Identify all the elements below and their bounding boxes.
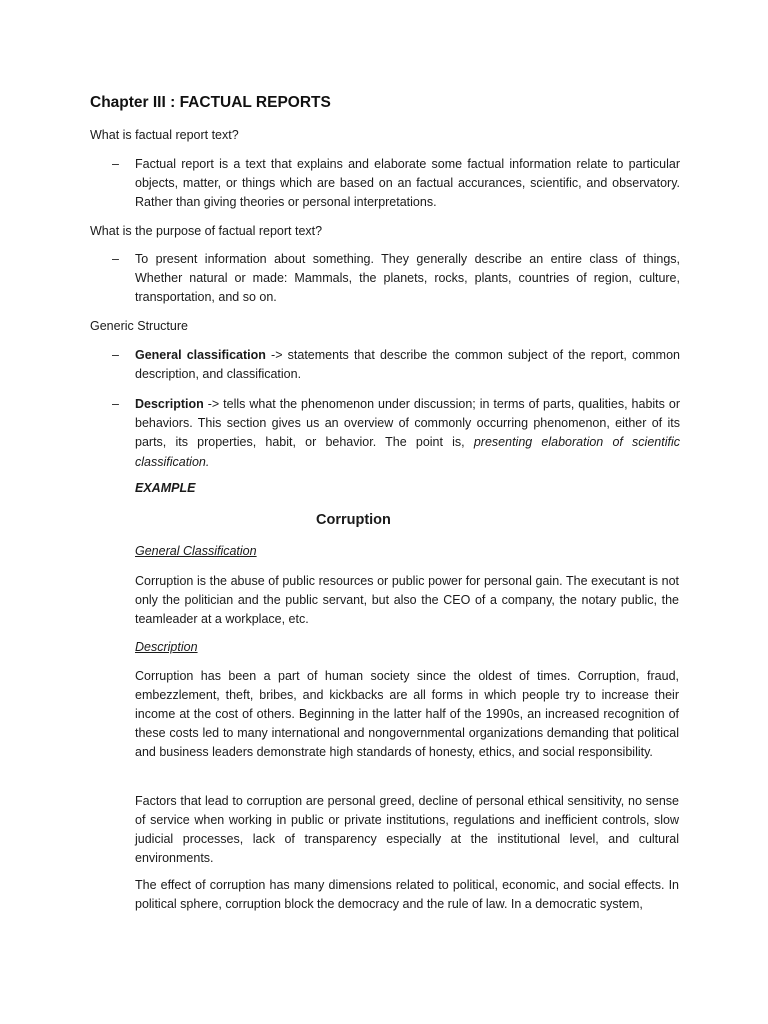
- example-label: EXAMPLE: [135, 481, 196, 495]
- generic-structure-label: Generic Structure: [90, 319, 188, 333]
- term-general-classification: General classification: [135, 348, 266, 362]
- paragraph-text: Corruption is the abuse of public resources or public power for personal gain. The executant is not only the politician and the public servant, but also the CEO of a company, the notary public, the teamleader at a workplace, etc.: [135, 574, 679, 627]
- dash-marker: –: [112, 252, 119, 266]
- bullet-definition-text: Factual report is a text that explains and elaborate some factual information relate to particular objects, matter, or things which are based on an factual accurances, scientific, and observatory. Rather than giving theories or personal interpretations.: [135, 157, 680, 210]
- paragraph-description-3: [135, 876, 679, 914]
- question-purpose: What is the purpose of factual report text?: [90, 224, 323, 238]
- subheading-description: Description: [135, 640, 198, 654]
- description-emphasis: presenting elaboration of scientific classification.: [135, 435, 680, 469]
- general-classification-desc: -> statements that describe the common subject of the report, common description, and classification.: [135, 348, 680, 382]
- question-what-is: What is factual report text?: [90, 128, 239, 142]
- dash-marker: –: [112, 348, 119, 362]
- bullet-description-text: [135, 395, 680, 472]
- paragraph-description-1: [135, 667, 679, 762]
- subheading-general-classification: General Classification: [135, 544, 257, 558]
- chapter-heading: Chapter III : FACTUAL REPORTS: [90, 94, 331, 111]
- bullet-purpose-text: To present information about something. They generally describe an entire class of things, Whether natural or made: Mammals, the planets, rocks, plants, countries of region, culture, transportation, and so on.: [135, 252, 680, 305]
- description-desc: -> tells what the phenomenon under discussion; in terms of parts, qualities, habits or behaviors. This section gives us an overview of commonly occurring phenomenon, either of its parts, its properties, habit, or behavior. The point is,: [135, 397, 680, 450]
- paragraph-text: Factors that lead to corruption are personal greed, decline of personal ethical sensitivity, no sense of service when working in public or private institutions, regulations and inefficient controls, slow judicial processes, lack of transparency especially at the institutional level, and cultural environments.: [135, 794, 679, 866]
- dash-marker: –: [112, 157, 119, 171]
- paragraph-description-2: [135, 792, 679, 868]
- bullet-general-classification-text: [135, 346, 680, 384]
- paragraph-general-classification: [135, 572, 679, 629]
- dash-marker: –: [112, 397, 119, 411]
- paragraph-text: The effect of corruption has many dimensions related to political, economic, and social effects. In political sphere, corruption block the democracy and the rule of law. In a democratic system,: [135, 878, 679, 912]
- paragraph-text: Corruption has been a part of human society since the oldest of times. Corruption, fraud, embezzlement, theft, bribes, and kickbacks are all forms in which people try to increase their income at the cost of others. Beginning in the latter half of the 1990s, an increased recognition of these costs led to many international and nongovernmental organizations demanding that political and business leaders demonstrate high standards of honesty, ethics, and social responsibility.: [135, 669, 679, 760]
- term-description: Description: [135, 397, 204, 411]
- example-title: Corruption: [316, 512, 391, 528]
